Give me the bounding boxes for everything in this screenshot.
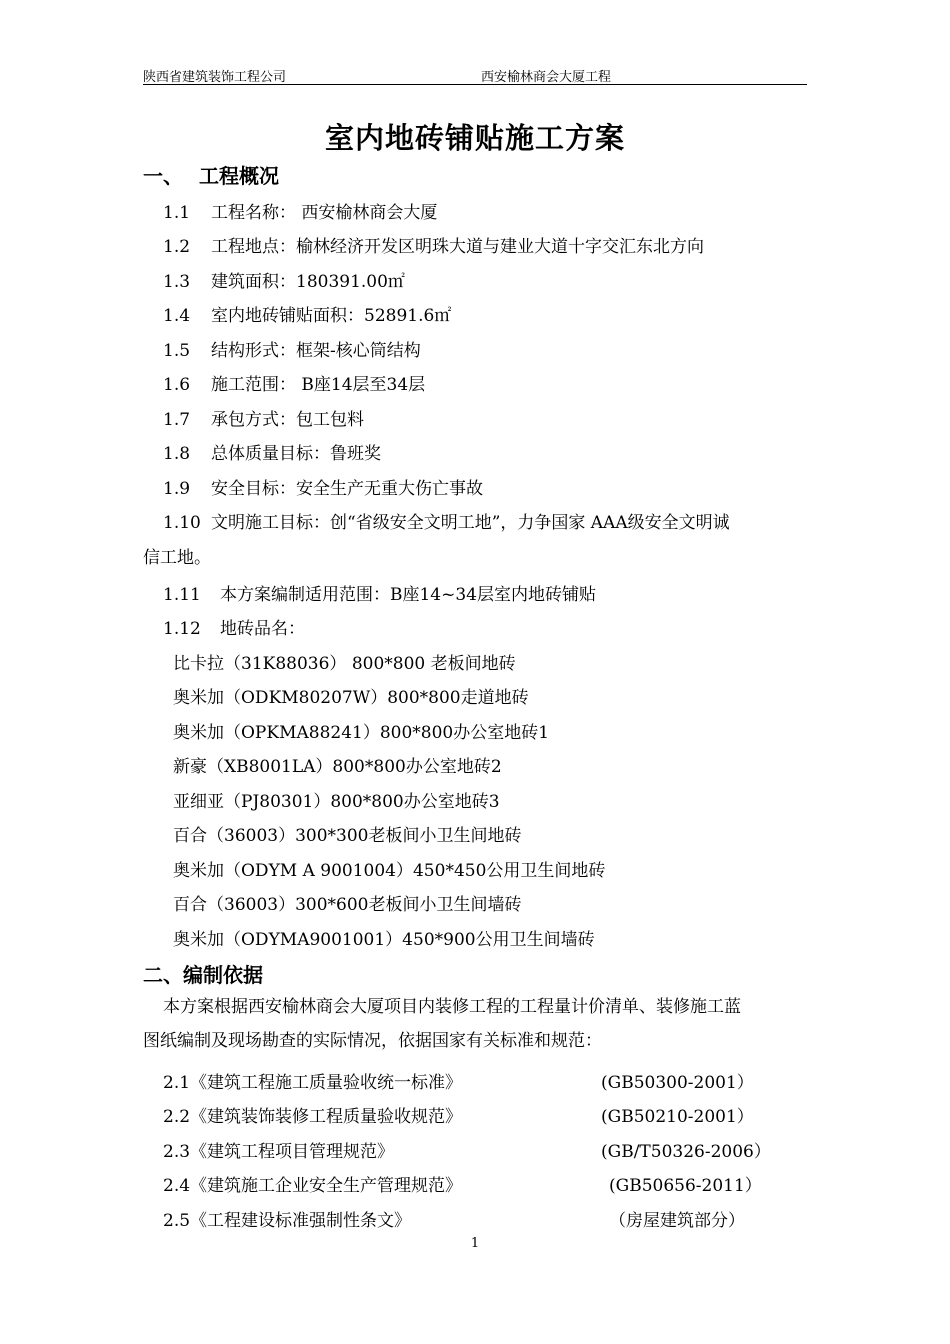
item-number: 1.10 xyxy=(163,513,201,533)
intro-line-2: 图纸编制及现场勘查的实际情况，依据国家有关标准和规范： xyxy=(143,1031,602,1051)
item-1-9 xyxy=(163,474,483,499)
item-number: 1.11 xyxy=(163,585,201,605)
item-number: 1.7 xyxy=(163,410,191,430)
reference-code: (GB50656-2011） xyxy=(609,1176,762,1196)
item-1-10-line1 xyxy=(163,508,730,533)
reference-2-1 xyxy=(163,1068,763,1092)
item-1-8 xyxy=(163,439,381,464)
document-title: 室内地砖铺贴施工方案 xyxy=(324,121,625,155)
reference-2-3 xyxy=(163,1137,771,1162)
page-number: 1 xyxy=(470,1236,480,1251)
reference-code: （房屋建筑部分） xyxy=(609,1211,745,1231)
section-1-title: 工程概况 xyxy=(199,164,279,188)
item-text: 建筑面积：180391.00㎡ xyxy=(211,272,405,292)
item-1-4 xyxy=(163,301,451,326)
reference-name: 2.2《建筑装饰装修工程质量验收规范》 xyxy=(163,1107,463,1127)
tile-item: 奥米加（ODKM80207W）800*800走道地砖 xyxy=(173,688,529,708)
header-company: 陕西省建筑装饰工程公司 xyxy=(143,70,287,85)
item-number: 1.8 xyxy=(163,444,191,464)
tile-item: 奥米加（ODYMA9001001）450*900公用卫生间墙砖 xyxy=(173,930,595,950)
reference-2-5 xyxy=(163,1206,763,1230)
item-text: 地砖品名： xyxy=(220,619,305,639)
intro-line-1: 本方案根据西安榆林商会大厦项目内装修工程的工程量计价清单、装修施工蓝 xyxy=(163,997,741,1017)
item-1-5 xyxy=(163,336,421,361)
reference-code: (GB50300-2001） xyxy=(601,1073,754,1093)
item-text: 文明施工目标：创“省级安全文明工地”，力争国家 AAA级安全文明诚 xyxy=(211,513,730,533)
item-text: 室内地砖铺贴面积：52891.6㎡ xyxy=(211,306,452,326)
item-text: 工程名称： 西安榆林商会大厦 xyxy=(211,203,438,223)
item-number: 1.12 xyxy=(163,619,201,639)
item-1-10-line2: 信工地。 xyxy=(143,548,211,568)
item-number: 1.1 xyxy=(163,203,191,223)
item-text: 总体质量目标：鲁班奖 xyxy=(211,444,381,464)
item-number: 1.5 xyxy=(163,341,191,361)
item-1-12 xyxy=(163,614,305,639)
tile-item: 百合（36003）300*300老板间小卫生间地砖 xyxy=(173,826,522,846)
tile-item: 亚细亚（PJ80301）800*800办公室地砖3 xyxy=(173,792,500,812)
section-1-number: 一、 xyxy=(143,164,183,188)
item-text: 施工范围： B座14层至34层 xyxy=(211,375,426,395)
reference-code: (GB/T50326-2006） xyxy=(601,1142,771,1162)
reference-name: 2.1《建筑工程施工质量验收统一标准》 xyxy=(163,1073,463,1093)
tile-item: 百合（36003）300*600老板间小卫生间墙砖 xyxy=(173,895,522,915)
reference-name: 2.5《工程建设标准强制性条文》 xyxy=(163,1211,412,1231)
tile-item: 奥米加（ODYM A 9001004）450*450公用卫生间地砖 xyxy=(173,861,606,881)
item-number: 1.4 xyxy=(163,306,191,326)
item-1-1 xyxy=(163,198,437,223)
tile-item: 奥米加（OPKMA88241）800*800办公室地砖1 xyxy=(173,723,550,743)
reference-name: 2.4《建筑施工企业安全生产管理规范》 xyxy=(163,1176,463,1196)
item-1-3 xyxy=(163,267,405,292)
reference-2-4 xyxy=(163,1171,763,1195)
item-number: 1.9 xyxy=(163,479,191,499)
item-1-2 xyxy=(163,232,704,257)
item-number: 1.3 xyxy=(163,272,191,292)
item-1-7 xyxy=(163,405,364,430)
item-number: 1.6 xyxy=(163,375,191,395)
item-1-11 xyxy=(163,580,596,605)
item-text: 承包方式：包工包料 xyxy=(211,410,364,430)
page-header xyxy=(143,64,807,85)
item-number: 1.2 xyxy=(163,237,191,257)
header-project: 西安榆林商会大厦工程 xyxy=(481,70,612,85)
section-1-heading xyxy=(143,160,279,189)
reference-name: 2.3《建筑工程项目管理规范》 xyxy=(163,1142,395,1162)
item-text: 工程地点：榆林经济开发区明珠大道与建业大道十字交汇东北方向 xyxy=(211,237,704,257)
item-text: 结构形式：框架-核心筒结构 xyxy=(211,341,421,361)
section-2-heading: 二、编制依据 xyxy=(143,963,263,987)
tile-item: 新豪（XB8001LA）800*800办公室地砖2 xyxy=(173,757,502,777)
item-text: 本方案编制适用范围：B座14~34层室内地砖铺贴 xyxy=(220,585,596,605)
tile-item: 比卡拉（31K88036） 800*800 老板间地砖 xyxy=(173,654,516,674)
reference-2-2 xyxy=(163,1102,763,1126)
section-2-intro xyxy=(143,990,807,1058)
item-text: 安全目标：安全生产无重大伤亡事故 xyxy=(211,479,483,499)
item-1-6 xyxy=(163,370,425,395)
reference-code: (GB50210-2001） xyxy=(601,1107,754,1127)
